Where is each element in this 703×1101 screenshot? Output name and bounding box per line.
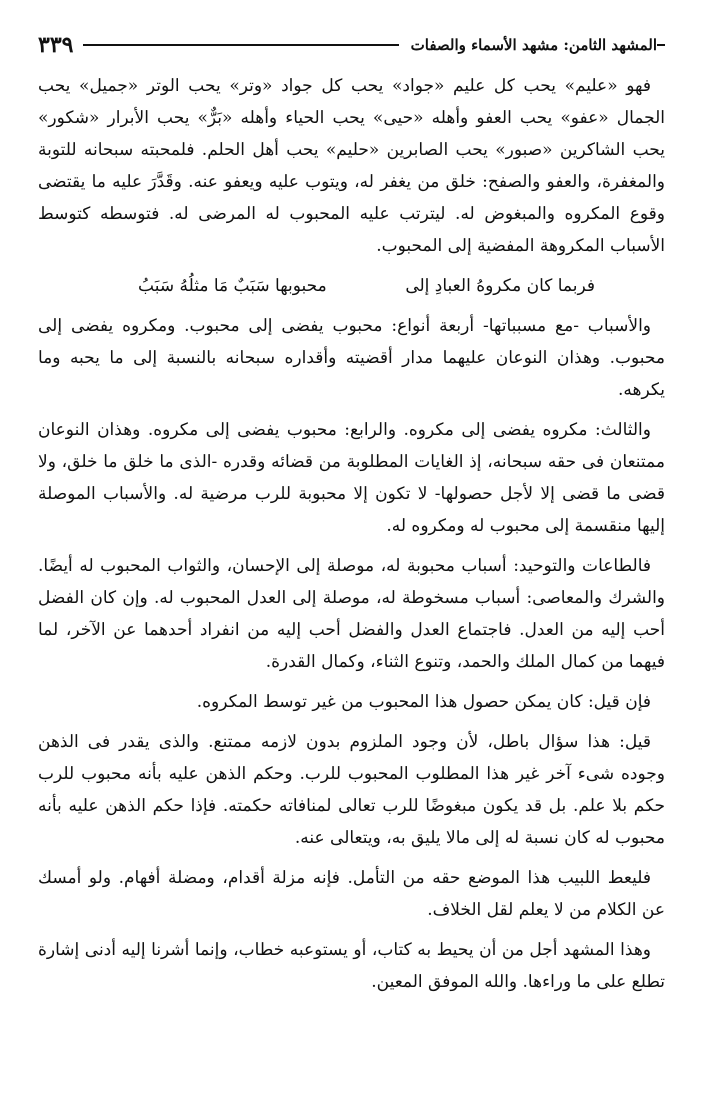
- verse-second-hemistich: محبوبها سَبَبٌ مَا مثلُهُ سَبَبُ: [138, 276, 327, 296]
- paragraph: فالطاعات والتوحيد: أسباب محبوبة له، موصلة إلى الإحسان، والثواب المحبوب له أيضًا. والشرك والمعاصى: أسباب مسخوطة له، موصلة إلى العدل المحبوب له. وإن كان الفضل أحب إليه من العدل. فاجتماع العدل والفضل أحب إليه من انفراد أحدهما عن الآخر، لما فيهما من كمال الملك والحمد، وتنوع الثناء، وكمال القدرة.: [38, 556, 665, 672]
- paragraph: فليعط اللبيب هذا الموضع حقه من التأمل. فإنه مزلة أقدام، ومضلة أفهام. ولو أمسك عن الكلام من لا يعلم لقل الخلاف.: [38, 868, 665, 920]
- running-header: [38, 28, 665, 62]
- verse-first-hemistich: فربما كان مكروهُ العبادِ إلى: [405, 276, 595, 296]
- page-body: [38, 70, 665, 998]
- paragraph: وهذا المشهد أجل من أن يحيط به كتاب، أو يستوعبه خطاب، وإنما أشرنا إليه أدنى إشارة تطلع على ما وراءها. والله الموفق المعين.: [38, 940, 665, 992]
- header-rule: [83, 44, 398, 46]
- paragraph: والأسباب -مع مسبباتها- أربعة أنواع: محبوب يفضى إلى محبوب. ومكروه يفضى إلى محبوب. وهذان النوعان عليهما مدار أقضيته وأقداره سبحانه بالنسبة إلى ما يحبه وما يكرهه.: [38, 316, 665, 400]
- poetry-verse: [38, 270, 665, 302]
- paragraph: والثالث: مكروه يفضى إلى مكروه. والرابع: محبوب يفضى إلى مكروه. وهذان النوعان ممتنعان فى حقه سبحانه، إذ الغايات المطلوبة من قضائه وقدره -الذى ما خلق ما خلق، ولا قضى ما قضى إلا لأجل حصولها- لا تكون إلا محبوبة للرب مرضية له. والأسباب الموصلة إليها منقسمة إلى محبوب له ومكروه له.: [38, 420, 665, 536]
- chapter-title: المشهد الثامن: مشهد الأسماء والصفات: [410, 36, 657, 54]
- header-rule-start: [657, 44, 665, 46]
- paragraph: فهو «عليم» يحب كل عليم «جواد» يحب كل جواد «وتر» يحب الوتر «جميل» يحب الجمال «عفو» يحب العفو وأهله «حيى» يحب الحياء وأهله «بَرٌّ» يحب الأبرار «شكور» يحب الشاكرين «صبور» يحب الصابرين «حليم» يحب أهل الحلم. فلمحبته سبحانه للتوبة والمغفرة، والعفو والصفح: خلق من يغفر له، ويتوب عليه ويعفو عنه. وقَدَّرَ عليه ما يقتضى وقوع المكروه والمبغوض له. ليترتب عليه المحبوب له المرضى له. فتوسطه كتوسط الأسباب المكروهة المفضية إلى المحبوب.: [38, 76, 665, 256]
- paragraph: قيل: هذا سؤال باطل، لأن وجود الملزوم بدون لازمه ممتنع. والذى يقدر فى الذهن وجوده شىء آخر غير هذا المطلوب المحبوب للرب. وحكم الذهن عليه بأنه محبوب للرب حكم بلا علم. بل قد يكون مبغوضًا للرب تعالى لمنافاته حكمته. فإذا حكم الذهن عليه بأنه محبوب له كان نسبة له إلى مالا يليق به، ويتعالى عنه.: [38, 732, 665, 848]
- paragraph: فإن قيل: كان يمكن حصول هذا المحبوب من غير توسط المكروه.: [196, 692, 651, 712]
- page-number: ٣٣٩: [38, 32, 74, 58]
